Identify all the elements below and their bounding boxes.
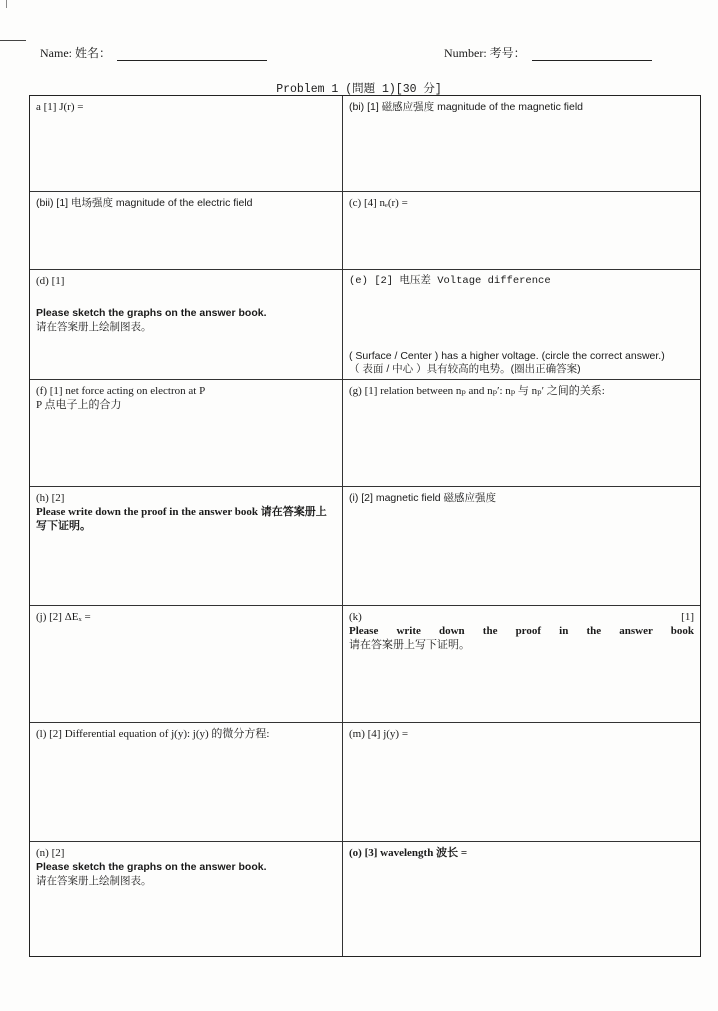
answer-cell-k[interactable] (343, 606, 700, 723)
cell-e-note-en: ( Surface / Center ) has a higher voltage. (circle the correct answer.) (349, 350, 665, 362)
cell-g-label: (g) [1] relation between nₚ and nₚ′: nₚ 与 nₚ′ 之间的关系: (349, 385, 605, 397)
cell-n-instruction-en: Please sketch the graphs on the answer book. (36, 861, 267, 873)
cell-d-label: (d) [1] (36, 275, 65, 287)
answer-cell-o[interactable] (343, 842, 700, 956)
cell-e-circle-choice[interactable] (349, 350, 694, 376)
cell-k-points: [1] (681, 611, 694, 623)
cell-bii-label: (bii) [1] 电场强度 magnitude of the electric field (36, 197, 253, 209)
answer-cell-h[interactable] (30, 487, 343, 606)
answer-cell-e[interactable] (343, 270, 700, 380)
name-field[interactable] (40, 44, 267, 61)
cell-k-instruction-zh: 请在答案册上写下证明。 (349, 639, 470, 651)
cell-n-instruction-zh: 请在答案册上绘制图表。 (36, 875, 152, 887)
name-blank-line[interactable] (117, 46, 267, 61)
scan-artifact-line (0, 40, 26, 41)
problem-title: Problem 1 (問題 1)[30 分] (276, 83, 442, 96)
cell-f-label-zh: P 点电子上的合力 (36, 399, 122, 411)
cell-k-label: (k) (349, 611, 362, 623)
cell-i-label: (i) [2] magnetic field 磁感应强度 (349, 492, 497, 504)
answer-cell-i[interactable] (343, 487, 700, 606)
cell-n-label: (n) [2] (36, 847, 65, 859)
cell-l-label: (l) [2] Differential equation of j(y): j(y) 的微分方程: (36, 728, 270, 740)
cell-m-label: (m) [4] j(y) = (349, 728, 409, 740)
cell-h-label: (h) [2] (36, 492, 65, 504)
answer-cell-bii[interactable] (30, 192, 343, 270)
cell-h-instruction: Please write down the proof in the answer book 请在答案册上写下证明。 (36, 506, 327, 532)
answer-cell-g[interactable] (343, 380, 700, 487)
cell-e-label: (e) [2] 电压差 Voltage difference (349, 275, 551, 287)
answer-sheet-header (0, 44, 718, 64)
answer-cell-m[interactable] (343, 723, 700, 842)
answer-cell-a[interactable] (30, 96, 343, 192)
scan-artifact-tick (6, 0, 7, 8)
answer-cell-n[interactable] (30, 842, 343, 956)
cell-a-label: a [1] J(r) = (36, 101, 84, 113)
cell-k-instruction-en: Please write down the proof in the answer book (349, 625, 694, 637)
cell-d-instruction-en: Please sketch the graphs on the answer book. (36, 307, 267, 319)
cell-o-label: (o) [3] wavelength 波长 = (349, 847, 468, 859)
cell-j-label: (j) [2] ΔEₓ = (36, 611, 91, 623)
answer-cell-l[interactable] (30, 723, 343, 842)
cell-d-instruction-zh: 请在答案册上绘制图表。 (36, 321, 152, 333)
cell-k-header (349, 610, 694, 624)
answer-cell-f[interactable] (30, 380, 343, 487)
cell-bi-label: (bi) [1] 磁感应强度 magnitude of the magnetic field (349, 101, 584, 113)
number-field[interactable] (444, 44, 652, 61)
name-label: Name: 姓名： (40, 46, 111, 60)
number-label: Number: 考号： (444, 46, 526, 60)
answer-cell-d[interactable] (30, 270, 343, 380)
cell-c-label: (c) [4] nₑ(r) = (349, 197, 408, 209)
cell-f-label: (f) [1] net force acting on electron at P (36, 385, 206, 397)
answer-cell-j[interactable] (30, 606, 343, 723)
answer-cell-bi[interactable] (343, 96, 700, 192)
cell-e-note-zh: （ 表面 / 中心 ）具有较高的电势。(圈出正确答案) (349, 363, 581, 375)
answer-grid (29, 95, 701, 957)
answer-cell-c[interactable] (343, 192, 700, 270)
number-blank-line[interactable] (532, 46, 652, 61)
